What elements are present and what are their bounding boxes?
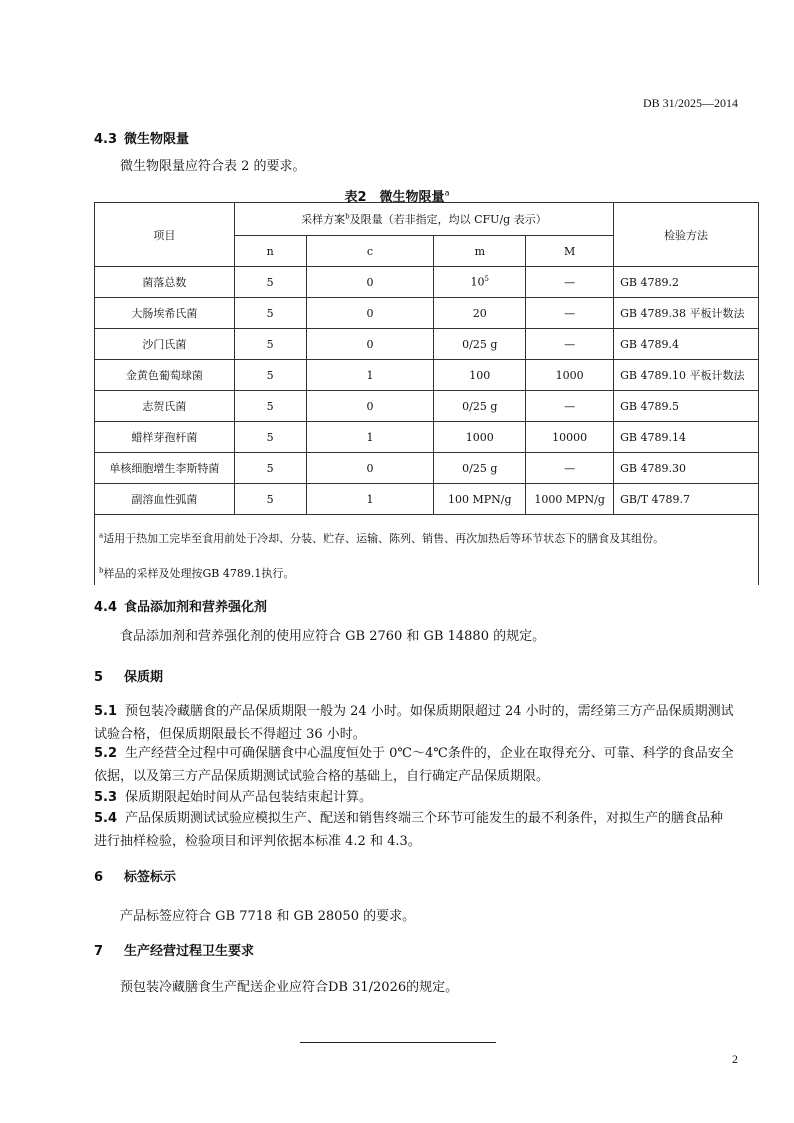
table-note-a	[95, 515, 759, 562]
cell-method: GB 4789.5	[614, 391, 759, 422]
section-title: 微生物限量	[124, 132, 190, 147]
section-6-text: 产品标签应符合 GB 7718 和 GB 28050 的要求。	[120, 909, 416, 924]
cell-M: —	[526, 391, 614, 422]
header-m: m	[434, 236, 526, 267]
clause-number: 5.3	[94, 790, 118, 805]
section-number: 6	[94, 870, 104, 885]
cell-item: 沙门氏菌	[95, 329, 235, 360]
section-4-4-heading	[94, 596, 267, 615]
clause-text: 预包装冷藏膳食的产品保质期限一般为 24 小时。如保质期限超过 24 小时的，需经第三方产品保质期测试试验合格，但保质期限最长不得超过 36 小时。	[94, 704, 734, 742]
section-7-text: 预包装冷藏膳食生产配送企业应符合DB 31/2026的规定。	[120, 980, 459, 995]
cell-M: 10000	[526, 422, 614, 453]
table-caption-text: 表2 微生物限量	[344, 190, 445, 205]
cell-M: —	[526, 329, 614, 360]
cell-m: 100	[434, 360, 526, 391]
clause-number: 5.1	[94, 704, 118, 719]
table-row	[95, 298, 759, 329]
note-a-text: 适用于热加工完毕至食用前处于冷却、分装、贮存、运输、陈列、销售、再次加热后等环节状态下的膳食及其组份。	[103, 532, 665, 545]
cell-method: GB 4789.2	[614, 267, 759, 298]
section-number: 5	[94, 670, 104, 685]
cell-M: 1000	[526, 360, 614, 391]
cell-method: GB 4789.10 平板计数法	[614, 360, 759, 391]
cell-m	[434, 267, 526, 298]
header-method: 检验方法	[614, 203, 759, 267]
section-title: 食品添加剂和营养强化剂	[124, 600, 268, 615]
section-5-heading	[94, 666, 163, 685]
cell-m-base: 10	[470, 275, 485, 289]
document-code: DB 31/2025—2014	[642, 96, 738, 110]
table-note-b	[95, 561, 759, 585]
section-number: 7	[94, 944, 104, 959]
header-item: 项目	[95, 203, 235, 267]
caption-footnote-mark: a	[444, 188, 450, 198]
cell-n: 5	[234, 484, 306, 515]
cell-m: 0/25 g	[434, 329, 526, 360]
cell-item: 单核细胞增生李斯特菌	[95, 453, 235, 484]
cell-m-exponent: 5	[484, 275, 490, 284]
note-b-text: 样品的采样及处理按GB 4789.1执行。	[103, 567, 295, 580]
header-sampling-plan-post: 及限量（若非指定，均以 CFU/g 表示）	[349, 213, 547, 226]
note-b-mark: b	[99, 566, 104, 575]
page-number: 2	[732, 1052, 738, 1066]
cell-n: 5	[234, 422, 306, 453]
cell-method: GB 4789.38 平板计数法	[614, 298, 759, 329]
cell-method: GB 4789.14	[614, 422, 759, 453]
cell-n: 5	[234, 453, 306, 484]
cell-M: 1000 MPN/g	[526, 484, 614, 515]
note-a-mark: a	[99, 531, 104, 540]
cell-c: 0	[306, 391, 434, 422]
header-sampling-plan	[234, 203, 613, 236]
cell-m: 0/25 g	[434, 391, 526, 422]
header-n: n	[234, 236, 306, 267]
section-number: 4.3	[94, 132, 118, 147]
clause-5-4	[94, 807, 736, 853]
table-row	[95, 329, 759, 360]
section-4-4-text: 食品添加剂和营养强化剂的使用应符合 GB 2760 和 GB 14880 的规定。	[120, 629, 546, 644]
cell-c: 0	[306, 267, 434, 298]
cell-m: 100 MPN/g	[434, 484, 526, 515]
cell-item: 大肠埃希氏菌	[95, 298, 235, 329]
cell-item: 副溶血性弧菌	[95, 484, 235, 515]
cell-m: 1000	[434, 422, 526, 453]
cell-M: —	[526, 267, 614, 298]
clause-number: 5.2	[94, 746, 118, 761]
section-4-3-text: 微生物限量应符合表 2 的要求。	[120, 159, 306, 174]
cell-item: 志贺氏菌	[95, 391, 235, 422]
cell-method: GB 4789.30	[614, 453, 759, 484]
table-row	[95, 422, 759, 453]
section-6-heading	[94, 866, 176, 885]
cell-M: —	[526, 453, 614, 484]
section-title: 标签标示	[124, 870, 177, 885]
clause-5-3	[94, 786, 736, 809]
header-footnote-mark: b	[345, 212, 350, 221]
table-row	[95, 267, 759, 298]
header-M: M	[526, 236, 614, 267]
table-row	[95, 391, 759, 422]
cell-item: 菌落总数	[95, 267, 235, 298]
header-sampling-plan-pre: 采样方案	[301, 213, 346, 226]
cell-c: 1	[306, 360, 434, 391]
cell-c: 0	[306, 453, 434, 484]
cell-item: 金黄色葡萄球菌	[95, 360, 235, 391]
microbe-limit-table	[94, 202, 759, 585]
clause-number: 5.4	[94, 811, 118, 826]
cell-m: 20	[434, 298, 526, 329]
cell-method: GB 4789.4	[614, 329, 759, 360]
cell-n: 5	[234, 298, 306, 329]
clause-5-2	[94, 742, 736, 788]
cell-n: 5	[234, 391, 306, 422]
section-7-heading	[94, 940, 254, 959]
cell-c: 1	[306, 422, 434, 453]
cell-c: 0	[306, 329, 434, 360]
clause-text: 保质期限起始时间从产品包装结束起计算。	[125, 790, 373, 805]
section-4-3-heading	[94, 128, 189, 147]
section-number: 4.4	[94, 600, 118, 615]
section-title: 保质期	[124, 670, 164, 685]
section-title: 生产经营过程卫生要求	[124, 944, 255, 959]
cell-n: 5	[234, 360, 306, 391]
cell-m: 0/25 g	[434, 453, 526, 484]
cell-n: 5	[234, 329, 306, 360]
clause-5-1	[94, 700, 736, 746]
cell-c: 0	[306, 298, 434, 329]
table-row	[95, 360, 759, 391]
cell-c: 1	[306, 484, 434, 515]
footer-rule	[300, 1042, 496, 1043]
cell-item: 蜡样芽孢杆菌	[95, 422, 235, 453]
header-c: c	[306, 236, 434, 267]
cell-M: —	[526, 298, 614, 329]
clause-text: 生产经营全过程中可确保膳食中心温度恒处于 0℃～4℃条件的，企业在取得充分、可靠、科学的食品安全依据，以及第三方产品保质期测试试验合格的基础上，自行确定产品保质期限。	[94, 746, 734, 784]
cell-method: GB/T 4789.7	[614, 484, 759, 515]
cell-n: 5	[234, 267, 306, 298]
table-row	[95, 453, 759, 484]
table-row	[95, 484, 759, 515]
clause-text: 产品保质期测试试验应模拟生产、配送和销售终端三个环节可能发生的最不利条件，对拟生产的膳食品种进行抽样检验，检验项目和评判依据本标准 4.2 和 4.3。	[94, 811, 724, 849]
